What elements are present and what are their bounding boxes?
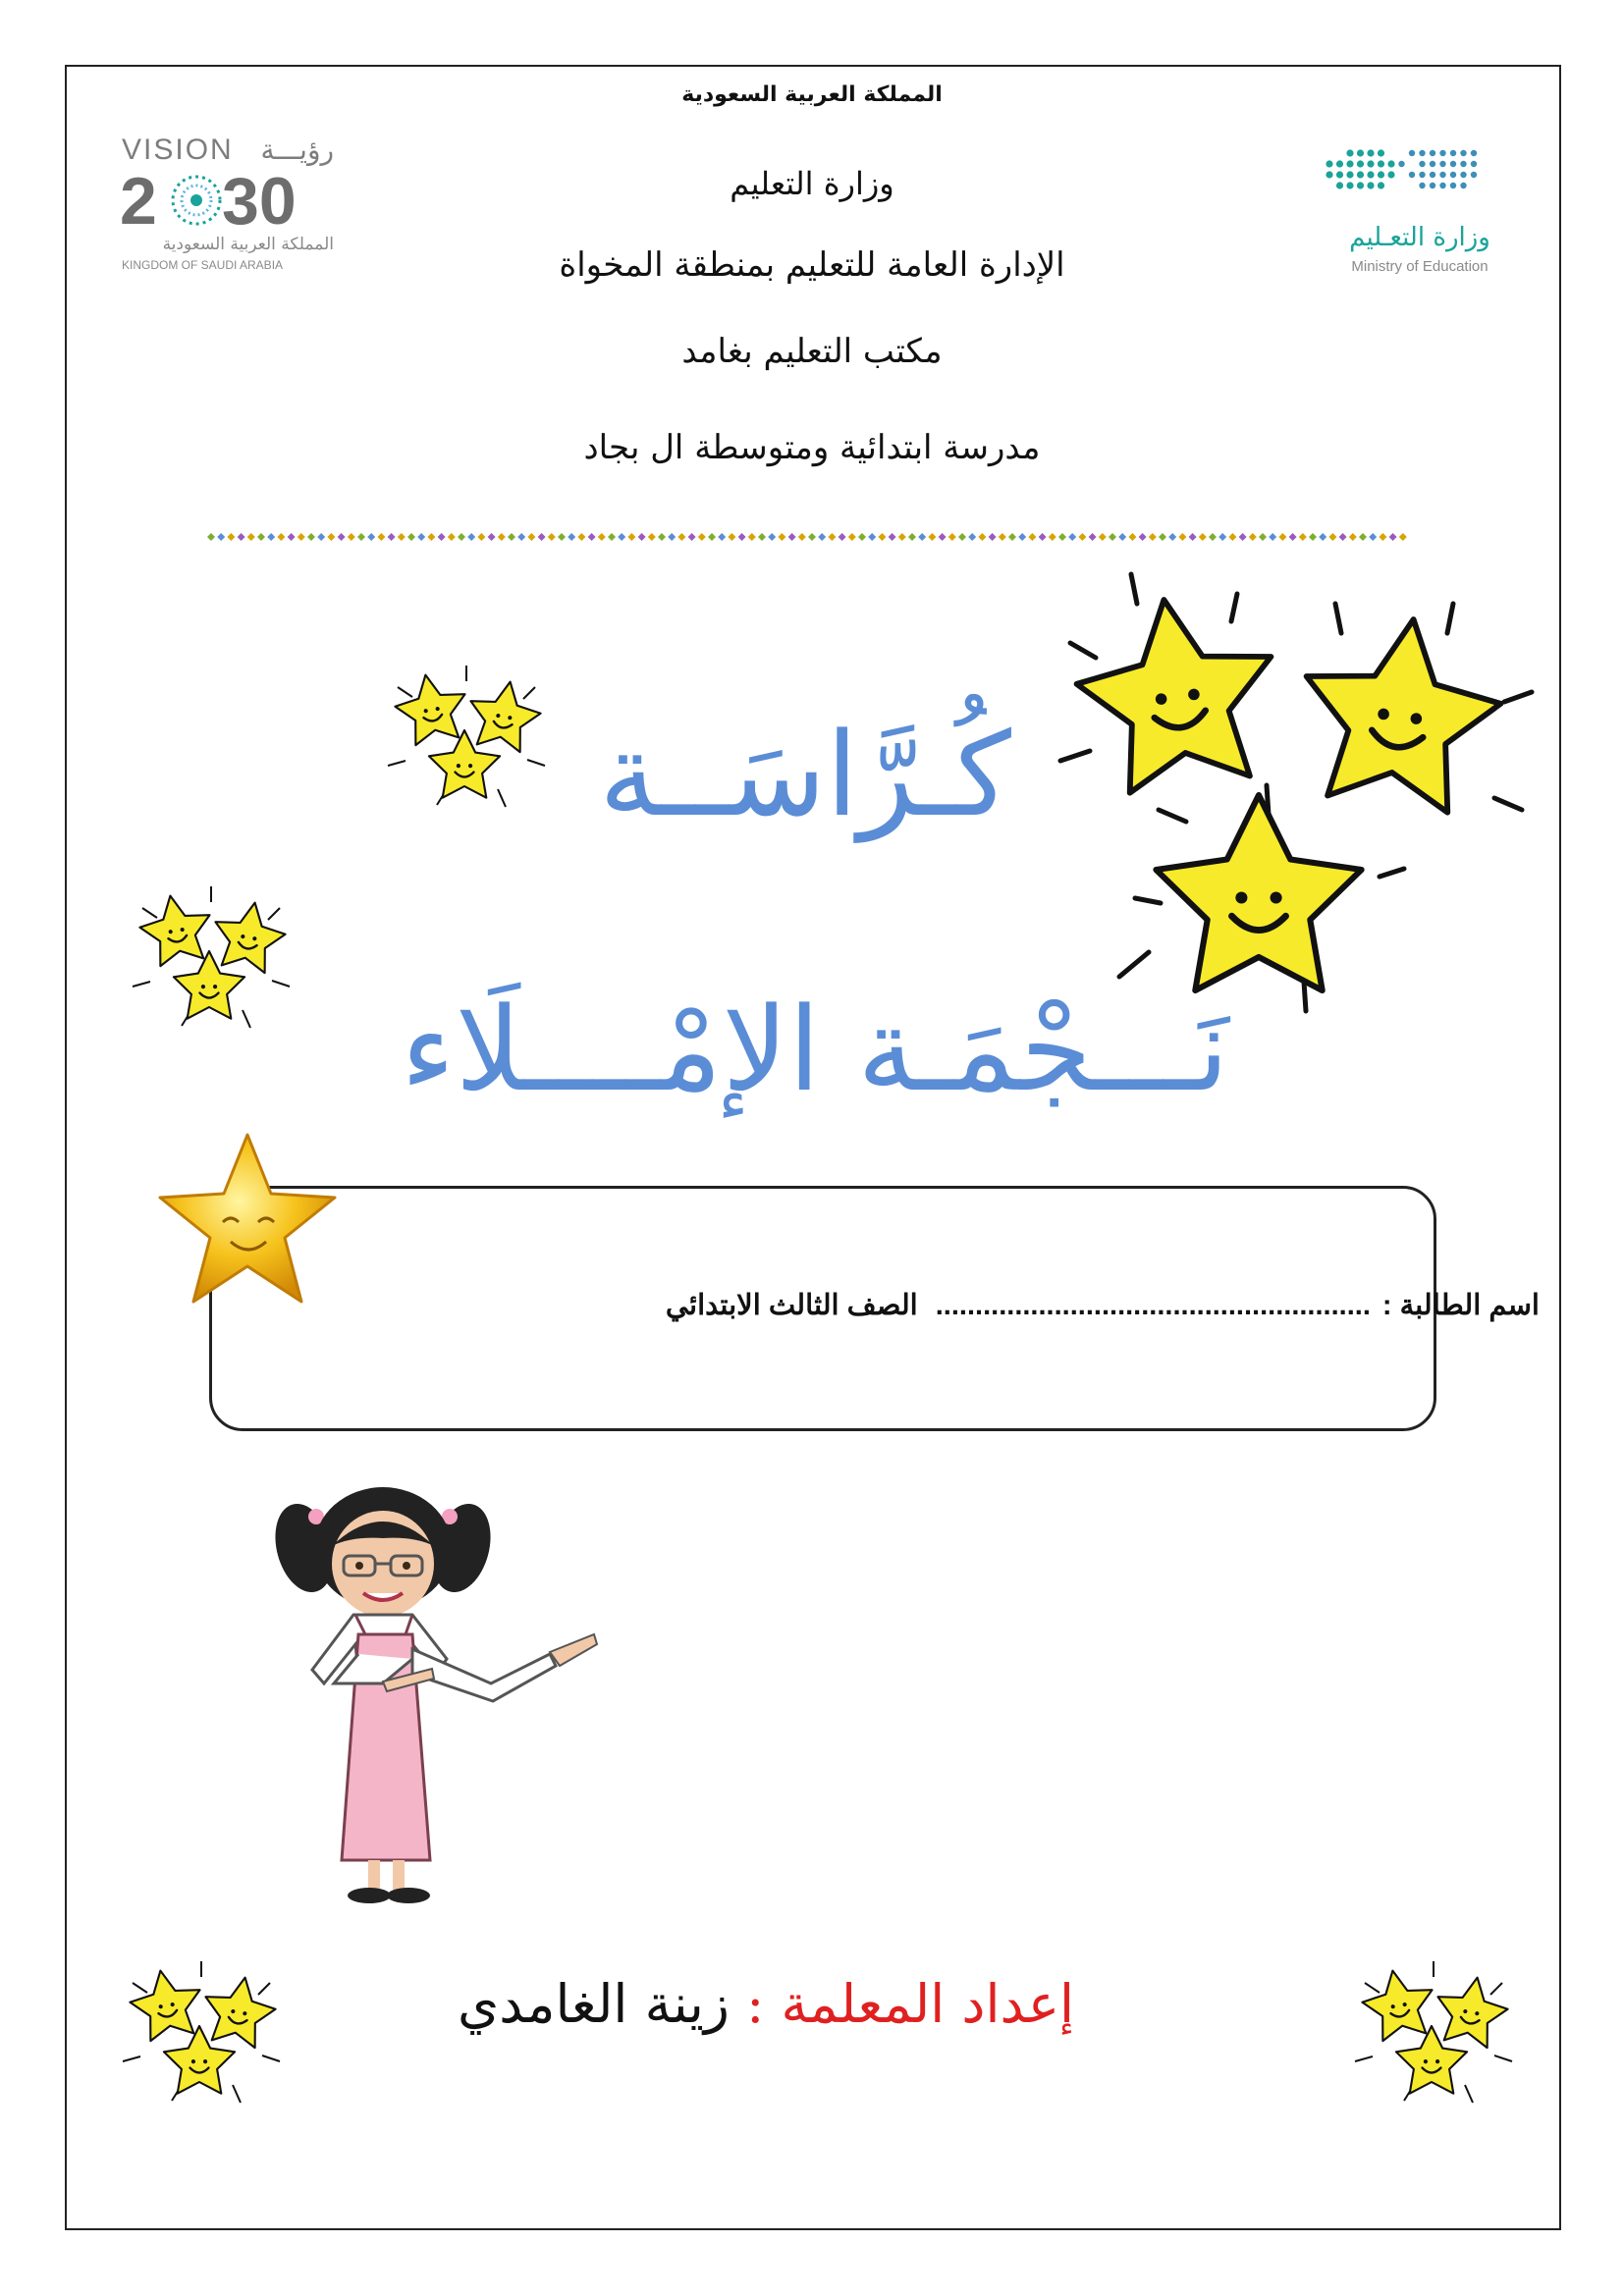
school-heading: مدرسة ابتدائية ومتوسطة ال بجاد	[583, 428, 1041, 467]
student-name-label: اسم الطالبة :	[1381, 1290, 1540, 1321]
small-stars-cluster-2-icon	[123, 879, 299, 1036]
directorate-heading: الإدارة العامة للتعليم بمنطقة المخواة	[559, 245, 1065, 285]
ministry-dots-icon	[1326, 149, 1477, 188]
teacher-credit	[393, 1973, 1139, 2035]
vision-arabic-sub: المملكة العربية السعودية	[162, 235, 334, 254]
vision-year-left: 2	[120, 164, 157, 239]
vision-2030-logo	[116, 130, 342, 277]
small-stars-cluster-1-icon	[378, 658, 555, 815]
ministry-logo-arabic: وزارة التعـليم	[1349, 223, 1490, 252]
kingdom-heading: المملكة العربية السعودية	[681, 82, 943, 107]
credit-label: إعداد المعلمة :	[746, 1973, 1075, 2035]
office-heading: مكتب التعليم بغامد	[681, 332, 943, 371]
title-line-1: كُـرَّاسَــة	[599, 707, 1011, 842]
teacher-name: زينة الغامدي	[457, 1973, 730, 2035]
vision-arabic-word: رؤيـــة	[260, 133, 334, 166]
grade-label: الصف الثالث الابتدائي	[665, 1290, 918, 1321]
girl-illustration-icon	[265, 1487, 638, 1919]
title-line-2: نَـــجْمَـة الإمْــــلَاء	[401, 982, 1229, 1117]
golden-star-icon	[152, 1129, 344, 1315]
student-info-line	[666, 1288, 1540, 1322]
big-stars-cluster-icon	[1041, 564, 1551, 1026]
small-stars-cluster-3-icon	[113, 1953, 290, 2110]
student-name-field[interactable]: .......................................................	[935, 1290, 1371, 1321]
vision-emblem-icon	[173, 177, 220, 224]
vision-year-right: 30	[222, 164, 297, 239]
ministry-logo-english: Ministry of Education	[1351, 258, 1489, 275]
decorative-divider	[201, 530, 1409, 544]
ministry-heading: وزارة التعليم	[730, 165, 894, 202]
small-stars-cluster-4-icon	[1345, 1953, 1522, 2110]
vision-word: VISION	[122, 133, 234, 166]
vision-english-sub: KINGDOM OF SAUDI ARABIA	[122, 258, 284, 272]
ministry-logo	[1247, 141, 1492, 289]
